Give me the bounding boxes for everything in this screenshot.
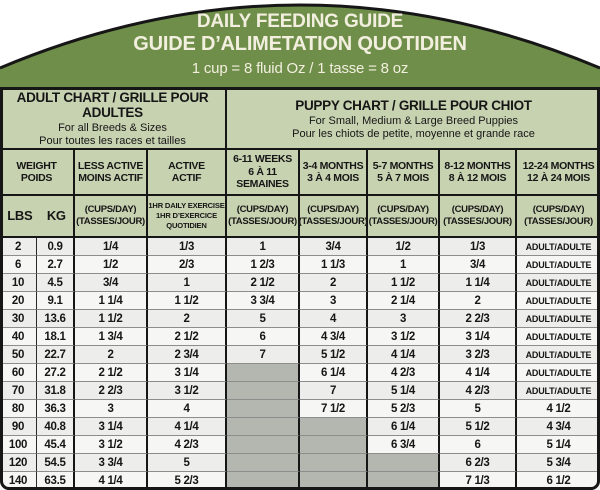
table-row [0,418,600,436]
active-cell: 2 [148,310,227,328]
months-5-7-cell: 1 [368,256,440,274]
months-12-24-cell: 4 1/2 [517,400,600,418]
adult-section-line2: Pour toutes les races et tailles [39,135,186,147]
column-label: ACTIVE [168,159,205,172]
column-label: 6 À 11 SEMAINES [236,165,289,191]
table-row [0,328,600,346]
tasses-jour-label: (TASSES/JOUR) [443,216,512,227]
blank-cell [368,472,440,490]
kg-cell: 18.1 [37,328,75,346]
kg-cell: 40.8 [37,418,75,436]
months-12-24-cell: ADULT/ADULTE [517,238,600,256]
table-row [0,400,600,418]
tasses-jour-label: (TASSES/JOUR) [76,216,145,227]
guide-subtitle: GUIDE D’ALIMETATION QUOTIDIEN [133,33,467,55]
column-label: LESS ACTIVE [77,159,144,172]
months-8-12-cell: 5 [440,400,517,418]
column-header-8-12-months [440,150,517,194]
months-12-24-cell: 5 1/4 [517,436,600,454]
weeks-6-11-cell: 1 [227,238,300,256]
puppy-section-title: PUPPY CHART / GRILLE POUR CHIOT [295,97,532,113]
months-8-12-cell: 5 1/2 [440,418,517,436]
months-3-4-cell: 2 [300,274,368,292]
section-header-row [0,90,600,150]
months-12-24-cell: 6 1/2 [517,472,600,490]
blank-cell [300,436,368,454]
feeding-table [0,90,600,490]
column-label: ACTIF [171,172,202,184]
months-8-12-cell: 2 2/3 [440,310,517,328]
lbs-cell: 6 [0,256,37,274]
weeks-6-11-cell: 5 [227,310,300,328]
months-8-12-cell: 4 2/3 [440,382,517,400]
months-8-12-cell: 1 1/4 [440,274,517,292]
months-3-4-cell: 4 [300,310,368,328]
column-header-3-4-months [300,150,368,194]
lbs-cell: 50 [0,346,37,364]
active-cell: 3 1/4 [148,364,227,382]
months-5-7-cell: 1/2 [368,238,440,256]
lbs-cell: 80 [0,400,37,418]
column-label: MOINS ACTIF [78,172,143,184]
blank-cell [227,400,300,418]
months-8-12-cell: 7 1/3 [440,472,517,490]
column-label: 8-12 MONTHS [444,159,511,172]
months-3-4-cell: 4 3/4 [300,328,368,346]
column-header-row [0,150,600,196]
months-5-7-cell: 4 1/4 [368,346,440,364]
cup-conversion-note: 1 cup = 8 fluid Oz / 1 tasse = 8 oz [191,60,409,77]
months-5-7-cell: 6 1/4 [368,418,440,436]
months-5-7-cell: 1 1/2 [368,274,440,292]
subheader-active [148,196,227,236]
table-row [0,382,600,400]
cups-day-label: (CUPS/DAY) [377,204,429,215]
table-row [0,292,600,310]
tasses-jour-label: (TASSES/JOUR) [368,216,438,227]
kg-cell: 4.5 [37,274,75,292]
blank-cell [300,418,368,436]
months-8-12-cell: 6 [440,436,517,454]
less-active-cell: 3 1/2 [75,436,148,454]
months-5-7-cell: 3 1/2 [368,328,440,346]
subheader-less-active [75,196,148,236]
column-header-6-11-weeks [227,150,300,194]
months-8-12-cell: 2 [440,292,517,310]
column-label: 12-24 MONTHS [522,159,595,172]
months-12-24-cell: ADULT/ADULTE [517,256,600,274]
lbs-cell: 70 [0,382,37,400]
table-row [0,256,600,274]
kg-cell: 36.3 [37,400,75,418]
months-5-7-cell: 3 [368,310,440,328]
weeks-6-11-cell: 2 1/2 [227,274,300,292]
lbs-cell: 100 [0,436,37,454]
months-12-24-cell: ADULT/ADULTE [517,274,600,292]
column-label: POIDS [20,172,53,184]
column-header-less-active [75,150,148,194]
blank-cell [227,436,300,454]
kg-cell: 0.9 [37,238,75,256]
subheader-row [0,196,600,238]
adult-section-header [0,90,227,148]
table-row [0,310,600,328]
column-header-12-24-months [517,150,600,194]
exercise-label-fr: 1HR D’EXERCICE QUOTIDIEN [156,211,217,230]
weeks-6-11-cell: 6 [227,328,300,346]
months-3-4-cell: 3/4 [300,238,368,256]
less-active-cell: 2 1/2 [75,364,148,382]
months-12-24-cell: 5 3/4 [517,454,600,472]
lbs-cell: 40 [0,328,37,346]
table-row [0,436,600,454]
blank-cell [368,454,440,472]
less-active-cell: 1 1/4 [75,292,148,310]
blank-cell [227,364,300,382]
table-rows [0,238,600,490]
lbs-cell: 120 [0,454,37,472]
less-active-cell: 1 1/2 [75,310,148,328]
blank-cell [227,382,300,400]
active-cell: 4 1/4 [148,418,227,436]
months-5-7-cell: 2 1/4 [368,292,440,310]
less-active-cell: 1/4 [75,238,148,256]
less-active-cell: 1/2 [75,256,148,274]
less-active-cell: 3 1/4 [75,418,148,436]
months-3-4-cell: 7 1/2 [300,400,368,418]
lbs-cell: 20 [0,292,37,310]
adult-section-title: ADULT CHART / GRILLE POUR ADULTES [16,90,209,120]
blank-cell [227,454,300,472]
lbs-cell: 140 [0,472,37,490]
table-row [0,274,600,292]
active-cell: 2 1/2 [148,328,227,346]
active-cell: 1 1/2 [148,292,227,310]
kg-cell: 9.1 [37,292,75,310]
puppy-section-line2: Pour les chiots de petite, moyenne et grande race [292,127,535,140]
months-12-24-cell: ADULT/ADULTE [517,328,600,346]
months-8-12-cell: 1/3 [440,238,517,256]
months-3-4-cell: 7 [300,382,368,400]
blank-cell [227,472,300,490]
months-8-12-cell: 3 2/3 [440,346,517,364]
subheader-6-11-weeks [227,196,300,236]
kg-cell: 63.5 [37,472,75,490]
column-header-5-7-months [368,150,440,194]
less-active-cell: 3/4 [75,274,148,292]
adult-section-line1: For all Breeds & Sizes [58,122,167,134]
months-12-24-cell: ADULT/ADULTE [517,310,600,328]
less-active-cell: 2 2/3 [75,382,148,400]
puppy-section-line1: For Small, Medium & Large Breed Puppies [308,114,519,127]
tasses-jour-label: (TASSES/JOUR) [228,216,297,227]
column-label: 5 À 7 MOIS [377,172,429,184]
lbs-cell: 10 [0,274,37,292]
less-active-cell: 1 3/4 [75,328,148,346]
tasses-jour-label: (TASSES/JOUR) [298,216,368,227]
lbs-cell: 30 [0,310,37,328]
months-8-12-cell: 4 1/4 [440,364,517,382]
months-3-4-cell: 6 1/4 [300,364,368,382]
months-12-24-cell: ADULT/ADULTE [517,292,600,310]
column-label: 8 À 12 MOIS [448,172,507,184]
exercise-label-en: 1HR DAILY EXERCISE [148,201,225,210]
table-row [0,346,600,364]
cups-day-label: (CUPS/DAY) [236,204,289,215]
table-row [0,238,600,256]
months-5-7-cell: 5 2/3 [368,400,440,418]
table-row [0,472,600,490]
less-active-cell: 4 1/4 [75,472,148,490]
cups-day-label: (CUPS/DAY) [84,204,137,215]
lbs-cell: 90 [0,418,37,436]
column-label: 12 À 24 MOIS [527,172,590,184]
cups-day-label: (CUPS/DAY) [451,204,504,215]
subheader-12-24-months [517,196,600,236]
months-12-24-cell: ADULT/ADULTE [517,364,600,382]
puppy-section-header [227,90,600,148]
months-5-7-cell: 4 2/3 [368,364,440,382]
months-8-12-cell: 3/4 [440,256,517,274]
active-cell: 5 2/3 [148,472,227,490]
kg-cell: 2.7 [37,256,75,274]
table-row [0,454,600,472]
kg-cell: 13.6 [37,310,75,328]
active-cell: 2/3 [148,256,227,274]
kg-cell: 31.8 [37,382,75,400]
lbs-cell: 2 [0,238,37,256]
lbs-cell: 60 [0,364,37,382]
active-cell: 3 1/2 [148,382,227,400]
subheader-8-12-months [440,196,517,236]
weeks-6-11-cell: 3 3/4 [227,292,300,310]
active-cell: 4 2/3 [148,436,227,454]
less-active-cell: 3 3/4 [75,454,148,472]
column-label: 3-4 MONTHS [302,159,364,172]
lbs-label: LBS [7,207,33,223]
tasses-jour-label: (TASSES/JOUR) [524,216,593,227]
cups-day-label: (CUPS/DAY) [307,204,359,215]
blank-cell [300,472,368,490]
months-5-7-cell: 6 3/4 [368,436,440,454]
active-cell: 5 [148,454,227,472]
active-cell: 1/3 [148,238,227,256]
column-label: 5-7 MONTHS [372,159,434,172]
kg-cell: 45.4 [37,436,75,454]
months-3-4-cell: 5 1/2 [300,346,368,364]
column-label: 6-11 WEEKS [233,153,292,166]
weeks-6-11-cell: 1 2/3 [227,256,300,274]
table-row [0,364,600,382]
months-8-12-cell: 3 1/4 [440,328,517,346]
blank-cell [227,418,300,436]
column-header-active [148,150,227,194]
column-label: WEIGHT [16,159,57,172]
months-12-24-cell: ADULT/ADULTE [517,346,600,364]
kg-cell: 27.2 [37,364,75,382]
less-active-cell: 2 [75,346,148,364]
subheader-5-7-months [368,196,440,236]
months-3-4-cell: 3 [300,292,368,310]
kg-cell: 54.5 [37,454,75,472]
months-5-7-cell: 5 1/4 [368,382,440,400]
active-cell: 4 [148,400,227,418]
months-8-12-cell: 6 2/3 [440,454,517,472]
cups-day-label: (CUPS/DAY) [532,204,585,215]
months-12-24-cell: ADULT/ADULTE [517,382,600,400]
guide-title: DAILY FEEDING GUIDE [196,11,404,32]
months-12-24-cell: 4 3/4 [517,418,600,436]
weeks-6-11-cell: 7 [227,346,300,364]
months-3-4-cell: 1 1/3 [300,256,368,274]
kg-cell: 22.7 [37,346,75,364]
column-header-weight [0,150,75,194]
active-cell: 1 [148,274,227,292]
column-label: 3 À 4 MOIS [307,172,359,184]
kg-label: KG [46,207,66,223]
blank-cell [300,454,368,472]
active-cell: 2 3/4 [148,346,227,364]
less-active-cell: 3 [75,400,148,418]
subheader-lbs-kg [0,196,75,236]
subheader-3-4-months [300,196,368,236]
